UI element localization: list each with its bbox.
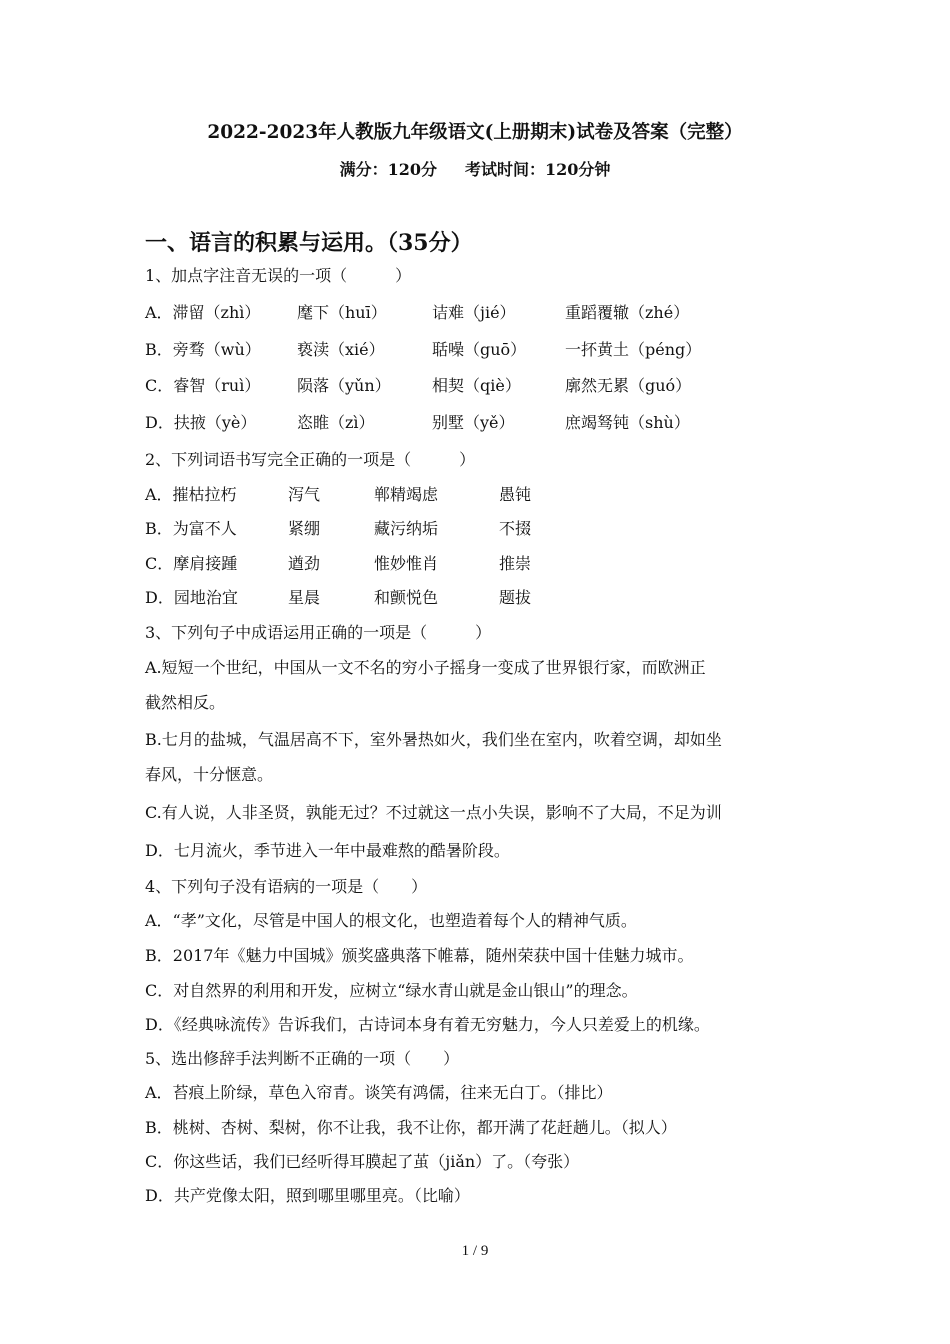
q2-d-2: 星晨 (288, 588, 321, 607)
q2-a-3: 郸精竭虑 (374, 485, 439, 504)
q4-option-d: D．《经典咏流传》告诉我们，古诗词本身有着无穷魅力，今人只差爱上的机缘。 (145, 1015, 710, 1034)
q2-d-3: 和颤悦色 (374, 588, 439, 607)
q2-b-1: B．为富不人 (145, 519, 237, 538)
q2-a-4: 愚钝 (499, 485, 532, 504)
q1-b-4: 一抔黄土（péng） (565, 340, 702, 359)
q3-option-a: A.短短一个世纪，中国从一文不名的穷小子摇身一变成了世界银行家，而欧洲正 (145, 658, 706, 677)
q4-option-a: A．“孝”文化，尽管是中国人的根文化，也塑造着每个人的精神气质。 (145, 911, 637, 930)
q1-a-1: A．滞留（zhì） (145, 303, 261, 322)
q2-c-2: 遒劲 (288, 554, 321, 573)
q1-c-1: C．睿智（ruì） (145, 376, 261, 395)
q1-d-4: 庶竭驽钝（shù） (565, 413, 690, 432)
q4-stem: 4、下列句子没有语病的一项是（ ） (145, 877, 428, 896)
q2-c-1: C．摩肩接踵 (145, 554, 238, 573)
q3-stem: 3、下列句子中成语运用正确的一项是（ ） (145, 623, 492, 642)
q2-a-2: 泻气 (288, 485, 321, 504)
q2-b-3: 藏污纳垢 (374, 519, 439, 538)
q4-option-c: C．对自然界的利用和开发，应树立“绿水青山就是金山银山”的理念。 (145, 981, 638, 1000)
q3-option-a-cont: 截然相反。 (145, 693, 226, 712)
q2-b-4: 不掇 (499, 519, 532, 538)
q1-d-2: 恣睢（zì） (297, 413, 375, 432)
q2-b-2: 紧绷 (288, 519, 321, 538)
q4-option-b: B．2017年《魅力中国城》颁奖盛典落下帷幕，随州荣获中国十佳魅力城市。 (145, 946, 694, 965)
q3-option-b-cont: 春风，十分惬意。 (145, 765, 274, 784)
q2-a-1: A．摧枯拉朽 (145, 485, 237, 504)
q1-b-2: 亵渎（xié） (297, 340, 385, 359)
section-heading: 一、语言的积累与运用。（35分） (145, 230, 473, 256)
q2-d-4: 题拔 (499, 588, 532, 607)
q1-c-3: 相契（qiè） (432, 376, 521, 395)
q3-option-c: C.有人说，人非圣贤，孰能无过？不过就这一点小失误，影响不了大局，不足为训 (145, 803, 722, 822)
q1-b-3: 聒噪（guō） (432, 340, 527, 359)
q1-c-4: 廓然无累（guó） (565, 376, 692, 395)
q2-c-4: 推崇 (499, 554, 532, 573)
q5-option-b: B．桃树、杏树、梨树，你不让我，我不让你，都开满了花赶趟儿。（拟人） (145, 1118, 677, 1137)
q1-b-1: B．旁骛（wù） (145, 340, 261, 359)
q2-d-1: D．园地治宜 (145, 588, 238, 607)
q5-option-d: D．共产党像太阳，照到哪里哪里亮。（比喻） (145, 1186, 470, 1205)
q1-d-1: D．扶掖（yè） (145, 413, 257, 432)
q3-option-b: B.七月的盐城，气温居高不下，室外暑热如火，我们坐在室内，吹着空调，却如坐 (145, 730, 722, 749)
q1-a-3: 诘难（jié） (432, 303, 516, 322)
q1-d-3: 别墅（yě） (432, 413, 515, 432)
q1-a-4: 重蹈覆辙（zhé） (565, 303, 690, 322)
q3-option-d: D．七月流火，季节进入一年中最难熬的酷暑阶段。 (145, 841, 510, 860)
q5-stem: 5、选出修辞手法判断不正确的一项（ ） (145, 1049, 460, 1068)
q1-c-2: 陨落（yǔn） (297, 376, 391, 395)
exam-time: 考试时间：120分钟 (465, 160, 611, 179)
full-score: 满分：120分 (339, 160, 437, 179)
page-title: 2022-2023年人教版九年级语文(上册期末)试卷及答案（完整） (207, 122, 743, 143)
exam-meta (0, 157, 950, 180)
q5-option-a: A．苔痕上阶绿，草色入帘青。谈笑有鸿儒，往来无白丁。（排比） (145, 1083, 613, 1102)
q1-stem: 1、加点字注音无误的一项（ ） (145, 266, 412, 285)
page-number: 1 / 9 (461, 1243, 489, 1259)
q2-c-3: 惟妙惟肖 (374, 554, 439, 573)
q2-stem: 2、下列词语书写完全正确的一项是（ ） (145, 450, 476, 469)
q5-option-c: C．你这些话，我们已经听得耳膜起了茧（jiǎn）了。（夸张） (145, 1152, 580, 1171)
q1-a-2: 麾下（huī） (297, 303, 387, 322)
